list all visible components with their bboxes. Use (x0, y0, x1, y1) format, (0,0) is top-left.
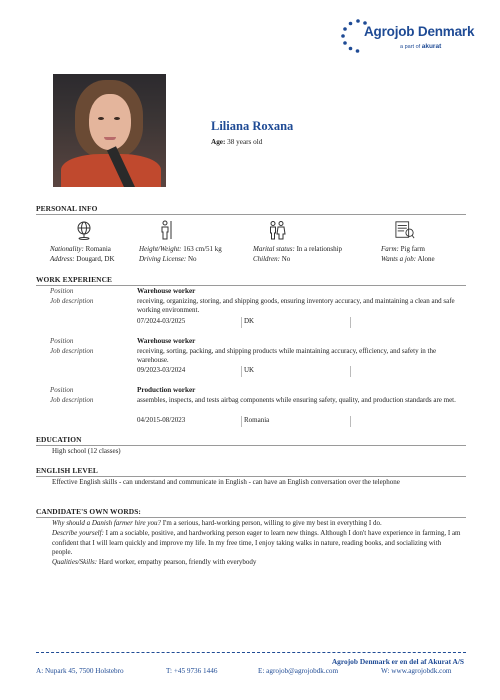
person-measure-icon (155, 220, 175, 240)
education-heading: EDUCATION (36, 435, 82, 444)
job-period: 09/2023-03/2024 (137, 366, 186, 374)
footer-divider (36, 652, 466, 653)
section-divider (36, 214, 466, 215)
logo-wordmark: Agrojob Denmark (364, 24, 475, 39)
position-label: Position (50, 386, 74, 394)
position-label: Position (50, 337, 74, 345)
job-title: Production worker (137, 386, 196, 394)
job-description: receiving, sorting, packing, and shipping products while maintaining accuracy, efficiency, and safety in the warehouse. (137, 347, 437, 365)
question-hire: Why should a Danish farmer hire you? (52, 519, 162, 527)
job-country: DK (241, 317, 254, 328)
footer-company: Agrojob Denmark er en del af Akurat A/S (331, 657, 464, 666)
wants-value: Alone (417, 254, 435, 263)
own-words-block (52, 519, 462, 568)
company-logo (340, 18, 475, 58)
footer-email[interactable]: E: agrojob@agrojobdk.com (258, 667, 339, 675)
english-level-heading: ENGLISH LEVEL (36, 466, 98, 475)
job-country: Romania (241, 416, 269, 427)
section-divider (36, 445, 466, 446)
job-title: Warehouse worker (137, 337, 196, 345)
height-license-block: Height/Weight: 163 cm/51 kg Driving License: No (139, 245, 222, 263)
footer-phone: T: +45 9736 1446 (166, 667, 218, 675)
section-divider (36, 285, 466, 286)
job-description-label: Job description (50, 347, 94, 355)
license-value: No (188, 254, 197, 263)
logo-tagline-prefix: a part of (400, 44, 421, 50)
education-value: High school (12 classes) (52, 447, 121, 455)
farm-resume-icon (395, 220, 415, 240)
job-title: Warehouse worker (137, 287, 196, 295)
footer-website[interactable]: W: www.agrojobdk.com (381, 667, 452, 675)
candidate-photo (53, 74, 166, 187)
height-value: 163 cm/51 kg (183, 245, 222, 253)
logo-tagline-brand: akurat (421, 43, 442, 50)
personal-info-heading: PERSONAL INFO (36, 204, 98, 213)
job-description-label: Job description (50, 396, 94, 404)
farm-value: Pig farm (400, 245, 425, 253)
candidate-age: Age: 38 years old (211, 138, 263, 146)
logo-tagline (400, 43, 441, 52)
globe-pin-icon (74, 220, 94, 240)
footer-address: A: Nupark 45, 7500 Holstebro (36, 667, 124, 675)
nationality-value: Romania (85, 245, 111, 253)
question-describe: Describe yourself: (52, 528, 104, 537)
question-qualities: Qualities/Skills: (52, 558, 98, 567)
job-period: 04/2015-08/2023 (137, 416, 186, 424)
job-description-label: Job description (50, 297, 94, 305)
work-experience-heading: WORK EXPERIENCE (36, 275, 113, 284)
section-divider (36, 517, 466, 518)
marital-value: In a relationship (296, 245, 343, 253)
nationality-address-block: Nationality: Romania Address: Dougard, DK (50, 245, 115, 263)
children-value: No (281, 254, 291, 263)
job-country: UK (241, 366, 254, 377)
answer-hire: I'm a serious, hard-working person, willing to give my best in everything I do. (162, 519, 382, 527)
english-level-value: Effective English skills - can understand and communicate in English - can have an English conversation over the telephone (52, 478, 400, 486)
own-words-heading: CANDIDATE'S OWN WORDS: (36, 507, 141, 516)
marital-children-block: Marital status: In a relationship Children: No (253, 245, 343, 263)
answer-qualities: Hard worker, empathy pearson, friendly with everybody (98, 558, 257, 567)
job-period: 07/2024-03/2025 (137, 317, 186, 325)
candidate-name: Liliana Roxana (211, 119, 294, 133)
farm-wants-block: Farm: Pig farm Wants a job: Alone (381, 245, 435, 263)
position-label: Position (50, 287, 74, 295)
job-description: assembles, inspects, and tests airbag components while ensuring safety, quality, and production standards are met. (137, 396, 456, 404)
couple-icon (267, 220, 287, 240)
address-value: Dougard, DK (76, 254, 115, 263)
answer-describe: I am a sociable, positive, and hardworking person eager to learn new things. Although I don't have experience in farming, I am confident that I will learn quickly and improve my life. In my free time, I enjoy taking walks in nature, reading books, and socializing with people. (52, 528, 461, 557)
section-divider (36, 476, 466, 477)
job-description: receiving, organizing, storing, and shipping goods, ensuring inventory accuracy, and maintaining a clean and safe working environment. (137, 297, 455, 315)
